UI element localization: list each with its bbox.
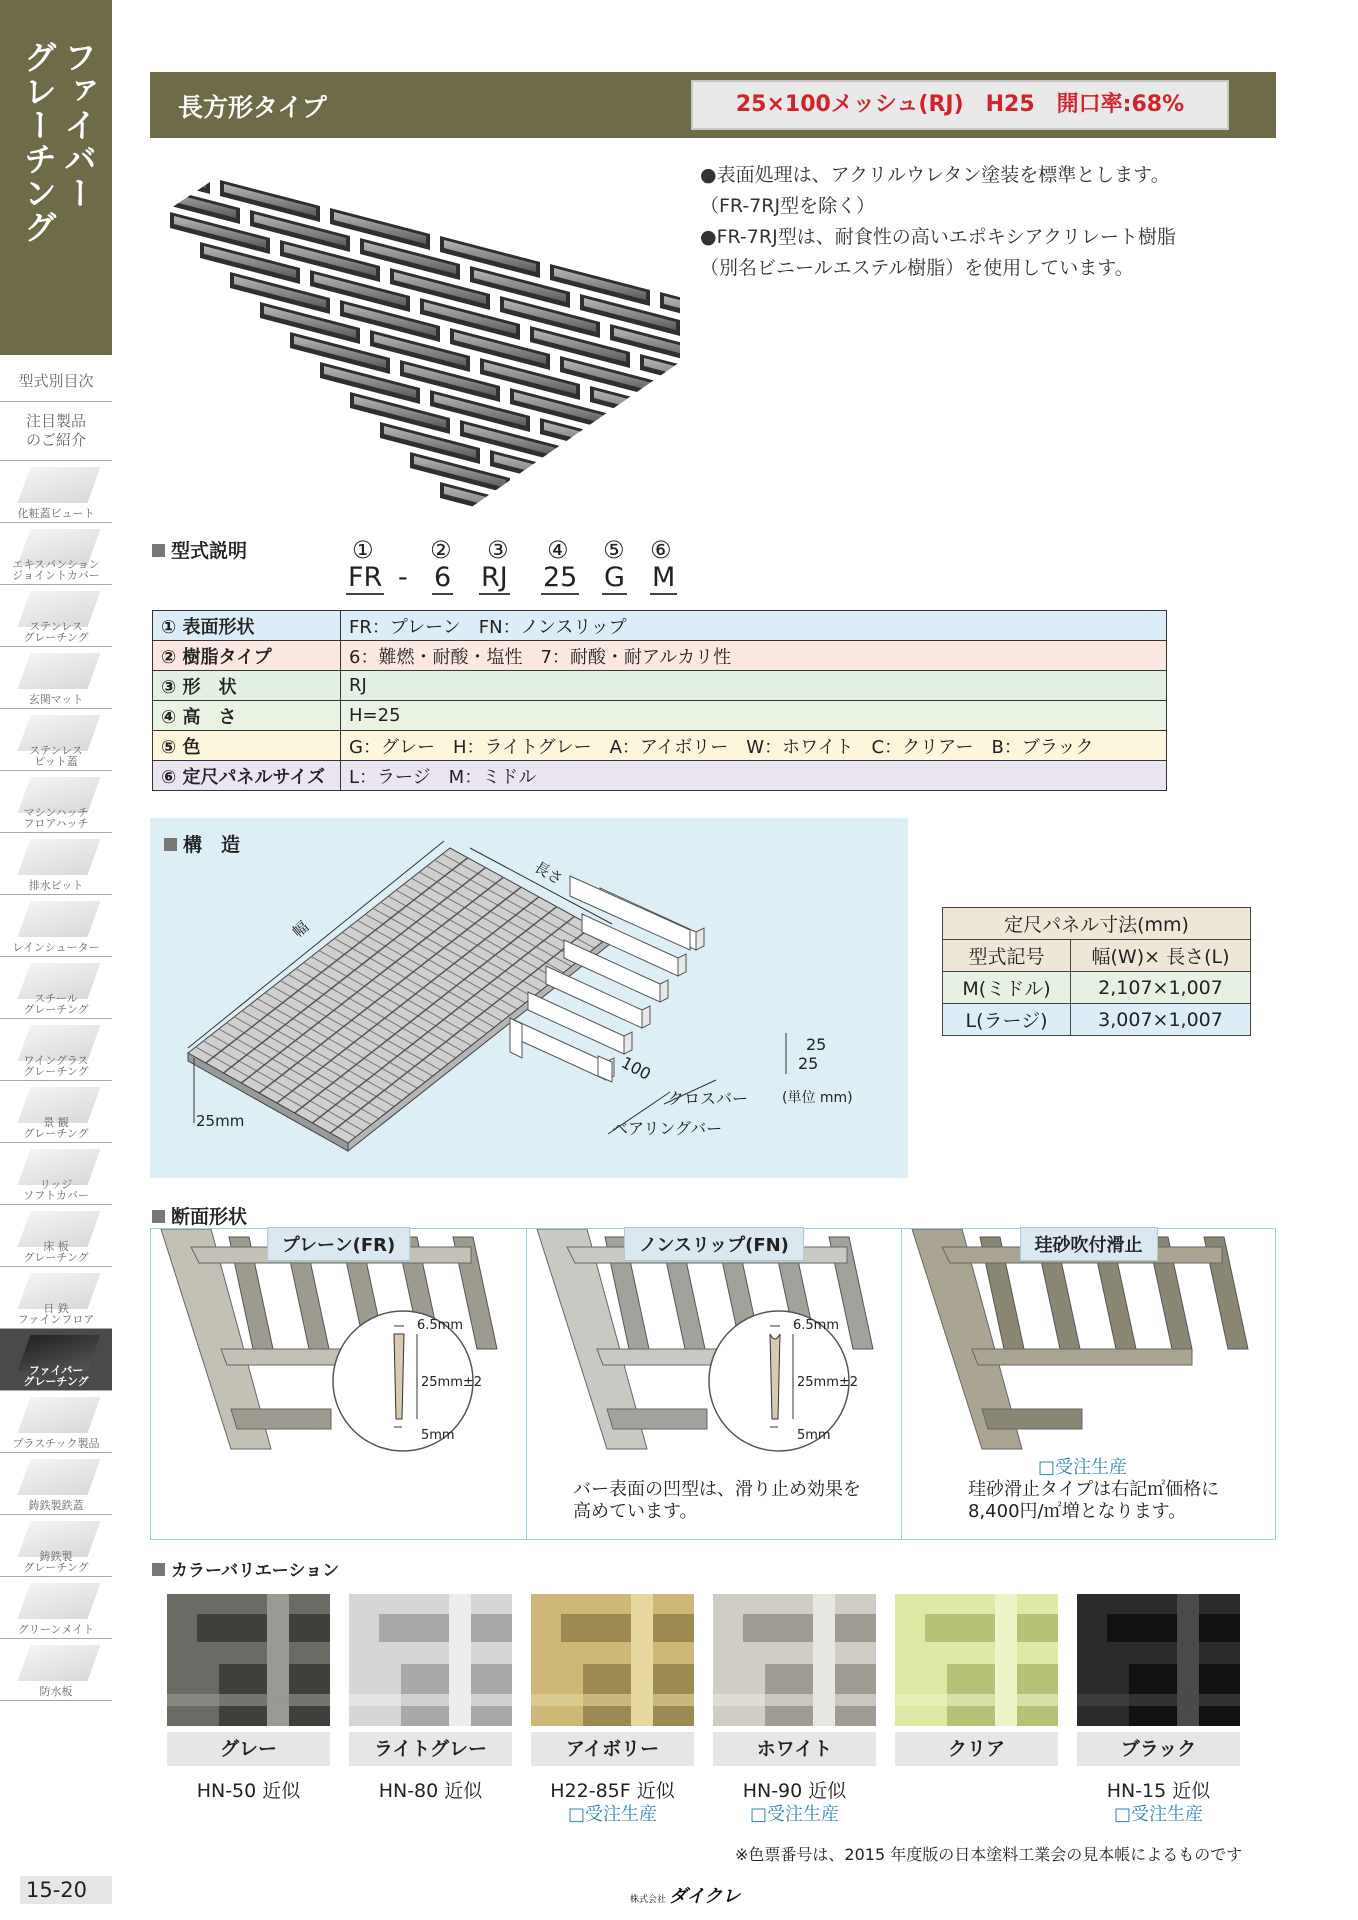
sidebar-thumb-icon: [17, 1459, 100, 1495]
model-heading: 型式説明: [152, 536, 247, 563]
unit-label: (単位 mm): [782, 1090, 853, 1106]
sidebar-item[interactable]: [0, 585, 112, 647]
panel-row-code: L(ラージ): [943, 1004, 1071, 1036]
code-part-shape: RJ: [481, 562, 508, 593]
panel-row-code: M(ミドル): [943, 972, 1071, 1004]
sidebar-item[interactable]: [0, 895, 112, 957]
color-made-to-order: □受注生産: [567, 1804, 657, 1825]
sidebar-thumb-icon: [17, 1583, 100, 1619]
structure-heading: 構 造: [164, 830, 240, 857]
color-swatch: [713, 1594, 876, 1726]
sidebar-item[interactable]: [0, 1019, 112, 1081]
sidebar-item-label: ステンレス グレーチング: [23, 620, 89, 644]
panel-row: [943, 1004, 1251, 1036]
spec-row: [153, 701, 1167, 731]
panel-size-table: [942, 907, 1251, 1036]
nonslip-height: 25mm±2: [797, 1375, 859, 1390]
code-part-color: G: [604, 562, 625, 593]
code-part-resin: 6: [434, 562, 452, 593]
panel-row-size: 3,007×1,007: [1071, 1004, 1251, 1036]
color-heading: カラーバリエーション: [152, 1556, 339, 1581]
code-part-size: M: [652, 562, 676, 593]
color-swatch: [1077, 1594, 1240, 1726]
spec-row-label: ① 表面形状: [153, 611, 341, 641]
sidebar-thumb-icon: [17, 901, 100, 937]
sidebar-item-label: 日 鉄 ファインフロア: [17, 1302, 95, 1326]
product-photo: [150, 162, 680, 522]
sidebar-item-label: 排水ピット: [28, 879, 84, 892]
sidebar-item[interactable]: [0, 1391, 112, 1453]
color-footnote: ※色票番号は、2015 年度版の日本塗料工業会の見本帳によるものです: [735, 1845, 1243, 1864]
color-code: H22-85F 近似: [550, 1780, 675, 1802]
spec-row-value: 6：難燃・耐酸・塩性 7：耐酸・耐アルカリ性: [341, 641, 1167, 671]
color-made-to-order: □受注生産: [749, 1804, 839, 1825]
sidebar-title-band: [0, 0, 112, 355]
code-dash: -: [398, 562, 408, 593]
spec-row: [153, 641, 1167, 671]
code-index-6: ⑥: [650, 536, 672, 564]
color-swatch: [895, 1594, 1058, 1726]
note-line: ●FR-7RJ型は、耐食性の高いエポキシアクリレート樹脂: [700, 226, 1176, 248]
spec-row-label: ⑥ 定尺パネルサイズ: [153, 761, 341, 791]
sidebar-item[interactable]: [0, 1081, 112, 1143]
sidebar-thumb-icon: [17, 839, 100, 875]
dim-width-label: 幅: [289, 917, 313, 942]
sidebar-item-label: ファイバー グレーチング: [23, 1364, 89, 1388]
nonslip-bottom-width: 5mm: [797, 1428, 831, 1443]
cross-bar-label: クロスバー: [668, 1089, 749, 1108]
spec-row-value: G：グレー H：ライトグレー A：アイボリー W：ホワイト C：クリアー B：ブラック: [341, 731, 1167, 761]
color-made-to-order: □受注生産: [1113, 1804, 1203, 1825]
color-swatch: [531, 1594, 694, 1726]
sidebar-item-featured[interactable]: 注目製品のご紹介: [0, 402, 112, 461]
sidebar-item-label: 防水板: [39, 1685, 73, 1698]
sidebar-thumb-icon: [17, 467, 100, 503]
spec-row-value: H=25: [341, 701, 1167, 731]
sidebar-item[interactable]: [0, 1205, 112, 1267]
code-index-4: ④: [547, 536, 569, 564]
bearing-bar-label: ベアリングバー: [612, 1119, 723, 1138]
sidebar-item[interactable]: [0, 1267, 112, 1329]
sidebar-item-label: 玄関マット: [28, 693, 84, 706]
color-name: グレー: [167, 1732, 330, 1766]
sidebar-item-label: マシンハッチ フロアハッチ: [23, 806, 89, 830]
sidebar-item-label: グリーンメイト: [17, 1623, 95, 1636]
color-code: HN-15 近似: [1106, 1780, 1211, 1802]
sand-price-note: 珪砂滑止タイプは右記㎡価格に 8,400円/㎡増となります。: [968, 1479, 1220, 1522]
dim-thickness-label: 25mm: [196, 1112, 245, 1130]
spec-row: [153, 611, 1167, 641]
sidebar-item[interactable]: [0, 1143, 112, 1205]
note-line: ●表面処理は、アクリルウレタン塗装を標準とします。: [700, 164, 1170, 186]
code-part-surface: FR: [348, 562, 383, 593]
sidebar-item-label: プラスチック製品: [12, 1437, 100, 1450]
sidebar-item[interactable]: [0, 1453, 112, 1515]
spec-badge: 25×100メッシュ(RJ) H25 開口率:68%: [691, 80, 1229, 130]
panel-row-size: 2,107×1,007: [1071, 972, 1251, 1004]
cross-section-sand: [901, 1229, 1275, 1539]
page-number: 15-20: [20, 1876, 112, 1904]
code-part-height: 25: [543, 562, 578, 593]
structure-diagram: [150, 818, 908, 1178]
spec-row-value: FR：プレーン FN：ノンスリップ: [341, 611, 1167, 641]
dim-length-label: 長さ: [531, 857, 566, 889]
sidebar-item[interactable]: [0, 833, 112, 895]
sidebar-title-line-2: グレーチング: [19, 40, 58, 244]
plain-section-illustration: [151, 1229, 526, 1539]
code-index-5: ⑤: [603, 536, 625, 564]
color-name: ライトグレー: [349, 1732, 512, 1766]
cross-section-sand-label: 珪砂吹付滑止: [1020, 1227, 1158, 1261]
nonslip-note: バー表面の凹型は、滑り止め効果を 高めています。: [573, 1479, 861, 1522]
cross-section-heading: 断面形状: [152, 1202, 247, 1229]
sidebar-item[interactable]: [0, 957, 112, 1019]
panel-table-caption: 定尺パネル寸法(mm): [943, 908, 1251, 940]
dim-height-1: 25: [806, 1035, 827, 1054]
sidebar-item-label: リッジ ソフトカバー: [23, 1178, 89, 1202]
code-index-1: ①: [352, 536, 374, 564]
sidebar-item[interactable]: [0, 1639, 112, 1701]
sidebar-item[interactable]: [0, 461, 112, 523]
code-index-2: ②: [430, 536, 452, 564]
sidebar-item-label: 鋳鉄製鉄蓋: [28, 1499, 84, 1512]
sidebar-item[interactable]: [0, 1329, 112, 1391]
product-notes: [700, 160, 1260, 284]
sidebar-item[interactable]: [0, 523, 112, 585]
dim-pitch: 100: [618, 1052, 655, 1084]
sidebar-item[interactable]: [0, 771, 112, 833]
color-code: HN-50 近似: [196, 1780, 301, 1802]
grating-photo-illustration: [150, 162, 680, 522]
sidebar-item-label: 床 板 グレーチング: [23, 1240, 89, 1264]
plain-height: 25mm±2: [421, 1375, 483, 1390]
sidebar-item-label: 鋳鉄製 グレーチング: [23, 1550, 89, 1574]
sand-order-note: □受注生産: [1038, 1457, 1128, 1478]
cross-section-plain-label: プレーン(FR): [267, 1227, 411, 1261]
sidebar-item-label: スチール グレーチング: [23, 992, 89, 1016]
color-name: ホワイト: [713, 1732, 876, 1766]
spec-row-value: RJ: [341, 671, 1167, 701]
spec-row-label: ② 樹脂タイプ: [153, 641, 341, 671]
sidebar-item[interactable]: [0, 1577, 112, 1639]
color-name: アイボリー: [531, 1732, 694, 1766]
sidebar-item-label: 景 観 グレーチング: [23, 1116, 89, 1140]
structure-panel: [150, 818, 908, 1178]
note-line: （FR-7RJ型を除く）: [700, 195, 876, 217]
spec-row-label: ③ 形 状: [153, 671, 341, 701]
cross-section-nonslip-label: ノンスリップ(FN): [624, 1227, 804, 1261]
sidebar-item[interactable]: [0, 1515, 112, 1577]
color-code: HN-90 近似: [742, 1780, 847, 1802]
color-name: ブラック: [1077, 1732, 1240, 1766]
cross-section-nonslip: [526, 1229, 901, 1539]
sidebar-item-label: 化粧蓋ビュート: [17, 507, 95, 520]
panel-table-header-size: 幅(W)× 長さ(L): [1071, 940, 1251, 972]
cross-section-plain: [151, 1229, 526, 1539]
note-line: （別名ビニールエステル樹脂）を使用しています。: [700, 257, 1134, 279]
color-code: HN-80 近似: [378, 1780, 483, 1802]
color-name: クリア: [895, 1732, 1058, 1766]
sidebar-item-label: レインシューター: [12, 941, 100, 954]
sidebar-thumb-icon: [17, 653, 100, 689]
spec-row-value: L：ラージ M：ミドル: [341, 761, 1167, 791]
panel-row: [943, 972, 1251, 1004]
nonslip-top-width: 6.5mm: [793, 1318, 840, 1333]
cross-section-panel: [150, 1228, 1276, 1540]
dim-height-2: 25: [798, 1054, 819, 1073]
spec-row: [153, 671, 1167, 701]
model-spec-table: [152, 610, 1167, 791]
sidebar-item-label: エキスパンション ジョイントカバー: [12, 558, 100, 582]
spec-row-label: ④ 高 さ: [153, 701, 341, 731]
sidebar-item[interactable]: [0, 709, 112, 771]
sidebar-item-label: ステンレス ピット蓋: [29, 744, 83, 768]
color-swatch: [349, 1594, 512, 1726]
sidebar-thumb-icon: [17, 1397, 100, 1433]
sidebar-nav: [0, 360, 112, 1701]
panel-table-header-code: 型式記号: [943, 940, 1071, 972]
spec-row: [153, 731, 1167, 761]
sidebar-item[interactable]: [0, 647, 112, 709]
spec-row-label: ⑤ 色: [153, 731, 341, 761]
company-logo: 株式会社 ダイクレ: [630, 1886, 741, 1907]
spec-row: [153, 761, 1167, 791]
sidebar-thumb-icon: [17, 1645, 100, 1681]
plain-top-width: 6.5mm: [417, 1318, 464, 1333]
code-index-3: ③: [487, 536, 509, 564]
color-swatch: [167, 1594, 330, 1726]
section-title: 長方形タイプ: [178, 93, 327, 122]
sidebar-item-model-index[interactable]: 型式別目次: [0, 360, 112, 402]
sidebar-item-label: ワイングラス グレーチング: [23, 1054, 89, 1078]
sidebar-title-line-1: ファイバー: [59, 40, 98, 210]
section-header: [150, 72, 1276, 138]
plain-bottom-width: 5mm: [421, 1428, 455, 1443]
